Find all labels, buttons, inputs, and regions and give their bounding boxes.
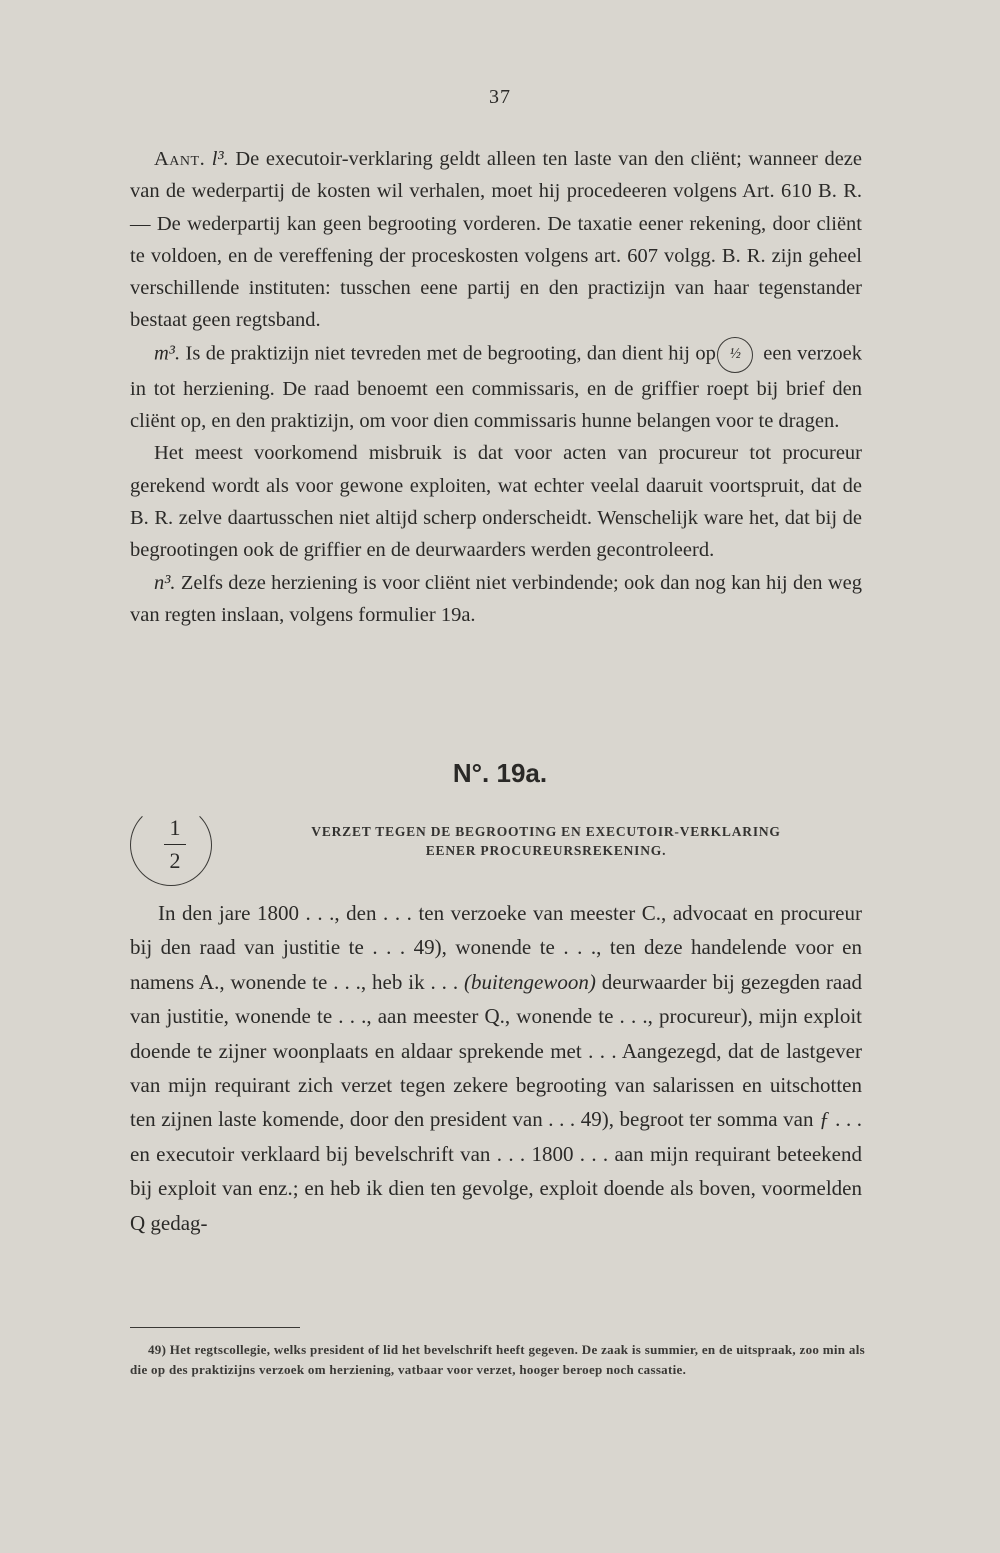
formula-text <box>130 896 862 1240</box>
n3-text: Zelfs deze herziening is voor cliënt niet verbindende; ook dan nog kan hij den weg van regten inslaan, volgens formulier 19a. <box>130 571 863 626</box>
footnote-text: 49) Het regtscollegie, welks president of lid het bevelschrift heeft gegeven. De zaak is summier, en de uitspraak, zoo min als die op des praktizijns verzoek om herziening, vatbaar voor verzet, hooger beroep noch cassatie. <box>130 1342 865 1377</box>
formula-paragraph <box>130 896 862 1240</box>
upper-text <box>130 143 862 631</box>
fraction-numerator: 1 <box>169 815 181 840</box>
formula-part2: deurwaarder bij gezegden raad van justitie, wonende te . . ., aan meester Q., wonende te . . ., procureur), mijn exploit doende te zijner woonplaats en aldaar sprekende met . . . Aangezegd, dat de lastgever van mijn requirant zich verzet tegen zekere begrooting van salarissen en uitschotten ten zijnen laste komende, door den president van . . . 49), begroot ter somma van <box>130 969 863 1132</box>
aant-ref: l³. <box>211 148 229 170</box>
formula-part1: In den jare 1800 . . ., den . . . ten verzoeke van meester C., advocaat en procureur bij den raad van justitie te . . . 49), wonende te . . ., ten deze handelende voor en namens A., wonende te . . ., heb ik . . . <box>130 901 862 994</box>
n3-ref: n³. <box>154 571 176 594</box>
section-number: N°. 19a. <box>452 758 548 788</box>
footnote-divider <box>130 1327 300 1328</box>
formula-part3: . . . en executoir verklaard bij bevelschrift van . . . 1800 . . . aan mijn requirant beteekend bij exploit van enz.; en heb ik dien ten gevolge, exploit doende als boven, voormelden Q gedag- <box>130 1107 862 1235</box>
fraction-bar <box>164 844 186 845</box>
half-margin-note: ½ <box>717 337 753 373</box>
formula-italic: (buitengewoon) <box>464 969 596 994</box>
m3-text-first: Is de praktizijn niet tevreden met de begrooting, dan dient hij op <box>185 342 716 365</box>
fraction <box>160 814 190 875</box>
m3-ref: m³. <box>154 342 181 365</box>
fraction-marker <box>130 804 220 888</box>
section-title-line1: VERZET TEGEN DE BEGROOTING EN EXECUTOIR-VERKLARING <box>311 824 781 839</box>
aant-label: Aant. <box>154 148 206 170</box>
aant-text: De executoir-verklaring geldt alleen ten laste van den cliënt; wanneer deze van de wederpartij de kosten wil verhalen, moet hij procedeeren volgens Art. 610 B. R. — De wederpartij kan geen begrooting vorderen. De taxatie eener rekening, door cliënt te voldoen, en de vereffening der proceskosten volgens art. 607 volgg. B. R. zijn geheel verschillende instituten: tusschen eene partij en den practizijn van haar tegenstander bestaat geen regtsband. <box>130 148 862 332</box>
page-number: 37 <box>489 86 511 108</box>
fraction-denominator: 2 <box>169 848 181 873</box>
misbruik-paragraph: Het meest voorkomend misbruik is dat voor acten van procureur tot procureur gerekend wordt als voor gewone exploiten, wat echter veelal daaruit voortspruit, dat de B. R. zelve daartusschen niet altijd scherp onderscheidt. Wenschelijk ware het, dat bij de begrootingen ook de griffier en de deurwaarders werden gecontroleerd. <box>130 442 862 562</box>
footnote <box>130 1340 865 1380</box>
aant-paragraph <box>130 143 862 337</box>
florin-symbol: ƒ <box>819 1107 830 1132</box>
section-title <box>216 822 876 860</box>
n3-paragraph <box>130 567 862 632</box>
m3-text-rest: een verzoek in tot herziening. De raad benoemt een commissaris, en de griffier roept bij brief den cliënt op, en den praktizijn, om voor dien commissaris hunne belangen voor te dragen. <box>130 342 863 433</box>
section-title-line2: EENER PROCUREURSREKENING. <box>425 843 667 858</box>
m3-paragraph <box>130 337 862 438</box>
